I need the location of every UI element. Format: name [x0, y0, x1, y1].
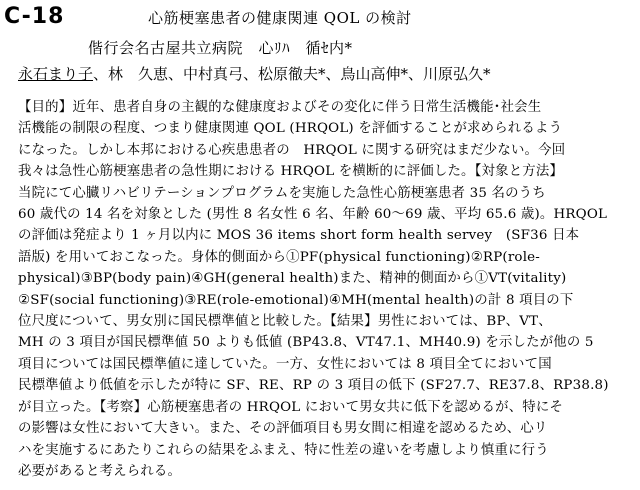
abstract-line: 当院にて心臓リハビリテーションプログラムを実施した急性心筋梗塞患者 35 名のうち: [18, 185, 546, 201]
abstract-line: ②SF(social functioning)③RE(role-emotional)④MH(mental health)の計 8 項目の下: [18, 292, 574, 308]
abstract-line: の評価は発症より 1 ヶ月以内に MOS 36 items short form health servey (SF36 日本: [18, 228, 580, 244]
author-list: [18, 64, 491, 84]
affiliation: 偕行会名古屋共立病院 心ﾘﾊ 循ｾ内*: [88, 39, 353, 57]
co-authors: 、林 久恵、中村真弓、松原徹夫*、鳥山高伸*、川原弘久*: [93, 65, 491, 83]
abstract-body: [18, 97, 636, 482]
abstract-line: 我々は急性心筋梗塞患者の急性期における HRQOL を横断的に評価した。【対象と方法】: [18, 164, 564, 180]
abstract-line: 項目については国民標準値に達していた。一方、女性においては 8 項目全てにおいて国: [18, 356, 552, 372]
abstract-line: が目立った。【考察】心筋梗塞患者の HRQOL において男女共に低下を認めるが、特にそ: [18, 399, 564, 415]
abstract-line: physical)③BP(body pain)④GH(general health)また、精神的側面から①VT(vitality): [18, 271, 567, 287]
abstract-line: 必要があると考えられる。: [18, 463, 182, 479]
abstract-line: になった。しかし本邦における心疾患患者の HRQOL に関する研究はまだ少ない。今回: [18, 142, 566, 158]
abstract-line: 民標準値より低値を示したが特に SF、RE、RP の 3 項目の低下 (SF27.7、RE37.8、RP38.8): [18, 378, 609, 394]
abstract-line: 【目的】近年、患者自身の主観的な健康度およびその変化に伴う日常生活機能･社会生: [18, 100, 542, 115]
abstract-line: 語版) を用いておこなった。身体的側面から①PF(physical functioning)②RP(role-: [18, 249, 541, 265]
abstract-line: 活機能の制限の程度、つまり健康関連 QOL (HRQOL) を評価することが求められるよう: [18, 121, 563, 137]
abstract-title: 心筋梗塞患者の健康関連 QOL の検討: [148, 9, 412, 27]
abstract-line: MH の 3 項目が国民標準値 50 よりも低値 (BP43.8、VT47.1、MH40.9) を示したが他の 5: [18, 335, 594, 351]
abstract-code: C-18: [4, 4, 65, 29]
abstract-line: 60 歳代の 14 名を対象とした (男性 8 名女性 6 名、年齢 60～69 歳、平均 65.6 歳)。HRQOL: [18, 207, 608, 223]
abstract-line: 位尺度について、男女別に国民標準値と比較した。【結果】男性においては、BP、VT、: [18, 314, 552, 330]
abstract-line: の影響は女性において大きい。また、その評価項目も男女間に相違を認めるため、心リ: [18, 421, 548, 437]
abstract-line: ハを実施するにあたりこれらの結果をふまえ、特に性差の違いを考慮しより慎重に行う: [18, 442, 549, 458]
first-author: 永石まり子: [18, 65, 94, 83]
